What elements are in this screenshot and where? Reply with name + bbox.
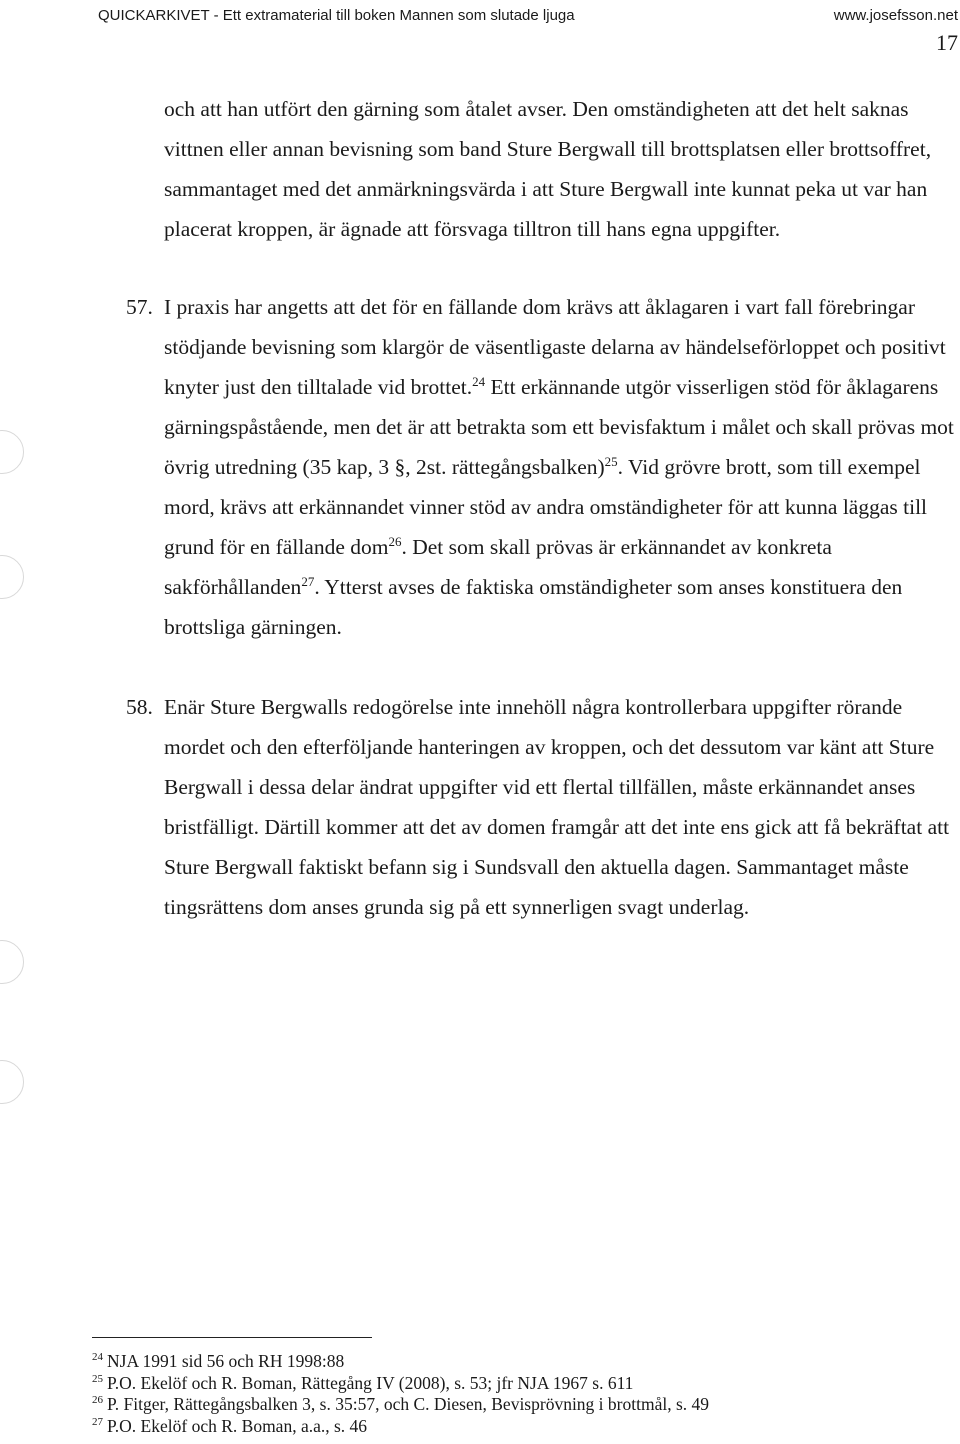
text-segment: Ett erkännande utgör visserligen stöd för åklagarens gärningspåstående, men det är att betrakta som ett bevisfaktum i målet och skall prövas mot övrig utredning (35 kap, 3 §, 2st. rättegångsbalken) <box>164 375 954 479</box>
footnote-item <box>92 1416 942 1438</box>
document-body <box>126 89 960 927</box>
paragraph-58-text: Enär Sture Bergwalls redogörelse inte innehöll några kontrollerbara uppgifter rörande mordet och den efterföljande hanteringen av kroppen, och det dessutom var känt att Sture Bergwall i dessa delar ändrat uppgifter vid ett flertal tillfällen, måste erkännandet anses bristfälligt. Därtill kommer att det av domen framgår att det inte ens gick att få bekräftat att Sture Bergwall faktiskt befann sig i Sundsvall den aktuella dagen. Sammantaget måste tingsrättens dom anses grunda sig på ett synnerligen svagt underlag. <box>164 695 950 919</box>
footnote-divider <box>92 1337 372 1338</box>
footnote-number: 27 <box>92 1415 103 1428</box>
footnote-number: 24 <box>92 1351 103 1364</box>
punch-hole-decoration <box>0 430 24 474</box>
text-segment: . Det som skall prövas är erkännandet av konkreta sakförhållanden <box>164 535 832 599</box>
footnote-text: P. Fitger, Rättegångsbalken 3, s. 35:57, och C. Diesen, Bevisprövning i brottmål, s. 49 <box>107 1394 710 1414</box>
text-segment: . Vid grövre brott, som till exempel mord, krävs att erkännandet vinner stöd av andra omständigheter för att kunna läggas till grund för en fällande dom <box>164 455 928 559</box>
paragraph-58 <box>126 687 960 927</box>
header-title: QUICKARKIVET - Ett extramaterial till boken Mannen som slutade ljuga <box>98 7 575 24</box>
footnotes <box>92 1351 942 1437</box>
footnote-text: P.O. Ekelöf och R. Boman, Rättegång IV (2008), s. 53; jfr NJA 1967 s. 611 <box>107 1372 634 1393</box>
footnote-item <box>92 1373 942 1395</box>
footnote-ref-27: 27 <box>301 573 315 589</box>
footnote-item <box>92 1394 942 1416</box>
continuation-paragraph: och att han utfört den gärning som åtalet avser. Den omständigheten att det helt saknas vittnen eller annan bevisning som band Sture Bergwall till brottsplatsen eller brottsoffret, sammantaget med det anmärkningsvärda i att Sture Bergwall inte kunnat peka ut var han placerat kroppen, är ägnade att försvaga tilltron till hans egna uppgifter. <box>164 97 932 241</box>
footnote-item <box>92 1351 942 1373</box>
text-segment: . Ytterst avses de faktiska omständigheter som anses konstituera den brottsliga gärningen. <box>164 575 903 639</box>
punch-hole-decoration <box>0 555 24 599</box>
page-number: 17 <box>936 30 958 55</box>
footnote-ref-25: 25 <box>604 453 618 469</box>
footnote-ref-24: 24 <box>472 373 486 389</box>
page-header <box>0 0 960 30</box>
paragraph-57-text <box>164 287 960 647</box>
footnote-text: NJA 1991 sid 56 och RH 1998:88 <box>107 1351 345 1371</box>
footnote-ref-26: 26 <box>388 533 402 549</box>
header-url: www.josefsson.net <box>833 7 958 24</box>
text-segment: I praxis har angetts att det för en fällande dom krävs att åklagaren i vart fall förebringar stödjande bevisning som klargör de väsentligaste delarna av händelseförloppet och positivt knyter just den tilltalade vid brottet. <box>164 295 946 399</box>
punch-hole-decoration <box>0 1060 24 1104</box>
paragraph-57 <box>126 287 960 647</box>
punch-hole-decoration <box>0 940 24 984</box>
footnote-text: P.O. Ekelöf och R. Boman, a.a., s. 46 <box>107 1415 368 1436</box>
paragraph-number: 57. <box>126 295 153 319</box>
footnote-number: 25 <box>92 1372 103 1385</box>
footnote-number: 26 <box>92 1394 103 1407</box>
paragraph-number: 58. <box>126 695 153 719</box>
